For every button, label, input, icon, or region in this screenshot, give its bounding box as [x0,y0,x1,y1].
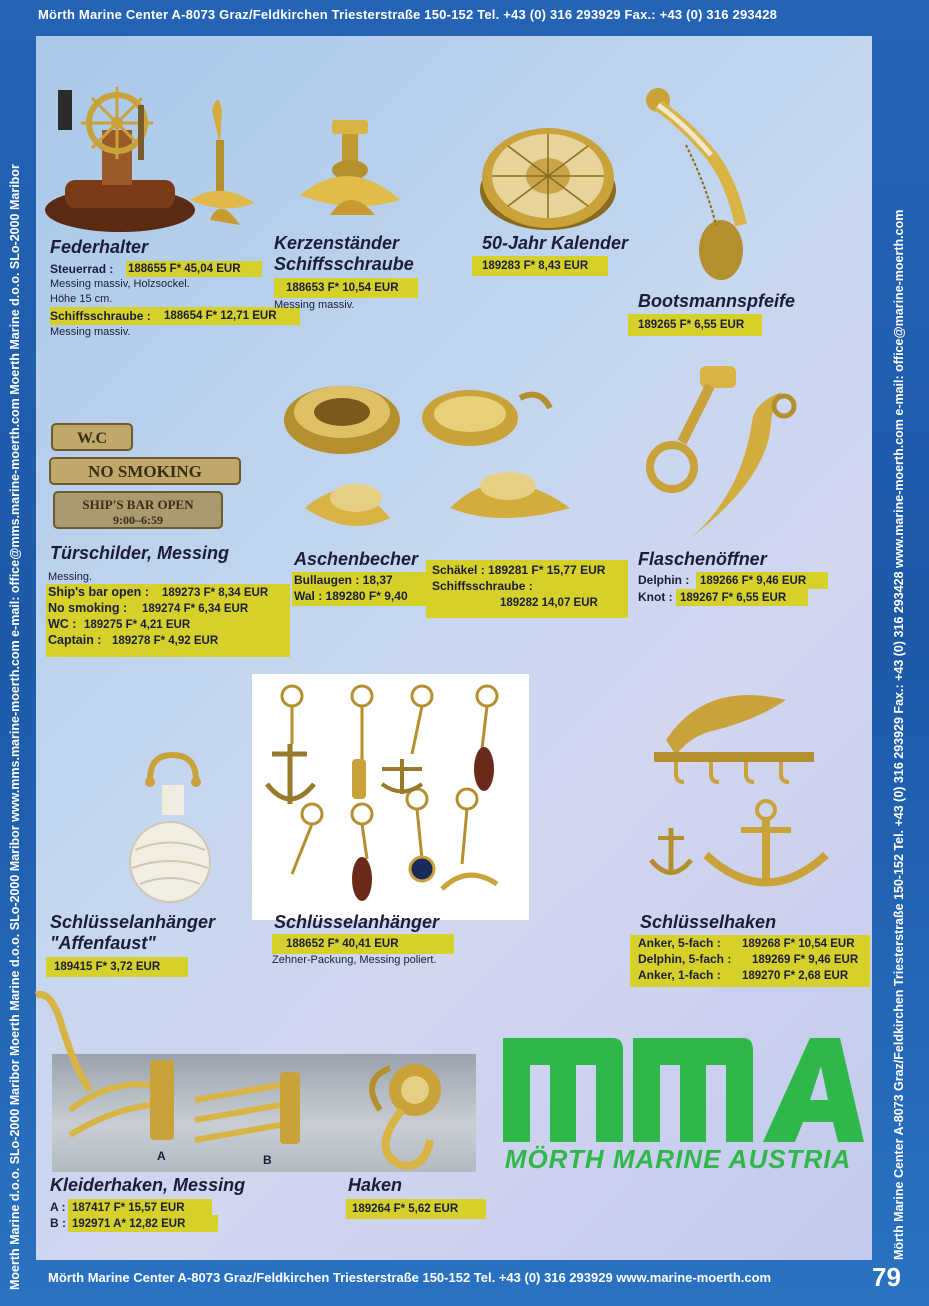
kleiderhaken-title: Kleiderhaken, Messing [50,1175,246,1195]
aschen-row-5: 189282 14,07 EUR [500,597,598,609]
key-hooks-image [636,680,836,900]
aschen-title: Aschenbecher [294,549,419,569]
kerzen-desc: Messing massiv. [274,299,355,311]
side-contact-left [4,30,26,1290]
schilder-row-4-price: 189278 F* 4,92 EUR [112,635,219,647]
sign-bar-text: SHIP'S BAR OPEN [82,497,194,512]
kleiderhaken-row-1-label: A : [50,1200,66,1214]
schilder-row-3-price: 189275 F* 4,21 EUR [84,619,191,631]
schluesselhaken-title: Schlüsselhaken [640,912,777,932]
federhalter-price-1: 188655 F* 45,04 EUR [128,263,241,275]
side-contact-right-text: Mörth Marine Center A-8073 Graz/Feldkirchen Triesterstraße 150-152 Tel. +43 (0) 316 293929 Fax.: +43 (0) 316 293428 www.marine-moerth.com e-mail: office@marine-moerth.com [892,209,906,1260]
sign-nosmoking-text: NO SMOKING [88,462,202,481]
federhalter-desc-3: Messing massiv. [50,326,131,338]
schluesselhaken-row-3-price: 189270 F* 2,68 EUR [742,970,849,982]
monkey-fist-image [110,750,230,910]
schilder-desc: Messing. [48,571,93,583]
anhaenger-price: 188652 F* 40,41 EUR [286,938,399,950]
sign-bar-hours: 9:00–6:59 [113,513,163,527]
flaschen-title: Flaschenöffner [638,549,767,569]
kerzen-title-1: Kerzenständer [274,233,400,253]
aschen-row-1: Bullaugen : 18,37 [294,573,393,587]
schluesselhaken-row-2-label: Delphin, 5-fach : [638,952,732,966]
door-signs-image [46,422,276,534]
schilder-row-2-price: 189274 F* 6,34 EUR [142,603,249,615]
aschen-row-4: Schiffsschraube : [432,579,533,593]
whistle-image [636,85,776,295]
schilder-title: Türschilder, Messing [50,543,230,563]
haken-price: 189264 F* 5,62 EUR [352,1203,459,1215]
kleiderhaken-row-1-price: 187417 F* 15,57 EUR [72,1202,185,1214]
page-number: 79 [872,1262,901,1292]
kleiderhaken-tag-b: B [263,1153,272,1167]
candle-holder-image [290,115,410,225]
anhaenger-desc: Zehner-Packung, Messing poliert. [272,954,437,966]
kleiderhaken-tag-a: A [157,1149,166,1163]
federhalter-title: Federhalter [50,237,149,257]
side-contact-right [892,20,922,1260]
flaschen-row-1-price: 189266 F* 9,46 EUR [700,575,807,587]
schilder-row-4-label: Captain : [48,633,102,647]
bottle-opener-image [632,362,812,542]
ashtray-images [280,368,590,548]
federhalter-desc-1: Messing massiv, Holzsockel. [50,278,190,290]
schilder-row-3-label: WC : [48,617,77,631]
aschen-row-2: Wal : 189280 F* 9,40 [294,589,408,603]
affenfaust-title-2: "Affenfaust" [50,933,156,953]
calendar-image [478,120,618,235]
flaschen-row-2-price: 189267 F* 6,55 EUR [680,592,787,604]
pfeife-price: 189265 F* 6,55 EUR [638,319,745,331]
mma-logo [488,1030,868,1175]
kerzen-title-2: Schiffsschraube [274,254,414,274]
pfeife-title: Bootsmannspfeife [638,291,796,311]
flaschen-row-2-label: Knot : [638,590,673,604]
logo-text: MÖRTH MARINE AUSTRIA [504,1144,852,1174]
schilder-row-2-label: No smoking : [48,601,128,615]
anhaenger-title: Schlüsselanhänger [274,912,440,932]
affenfaust-title-1: Schlüsselanhänger [50,912,216,932]
federhalter-label-2: Schiffsschraube : [50,309,151,323]
kalender-title: 50-Jahr Kalender [482,233,629,253]
side-contact-left-text: Moerth Marine d.o.o. SLo-2000 Maribor Moerth Marine d.o.o. SLo-2000 Maribor www.mms.marine-moerth.com e-mail: office@mms.marine-moerth.com Moerth Marine d.o.o. SLo-2000 Maribor [8,164,22,1290]
schluesselhaken-row-1-label: Anker, 5-fach : [638,936,721,950]
flaschen-row-1-label: Delphin : [638,573,690,587]
schluesselhaken-row-3-label: Anker, 1-fach : [638,968,721,982]
schluesselhaken-row-2-price: 189269 F* 9,46 EUR [752,954,859,966]
kerzen-price: 188653 F* 10,54 EUR [286,282,399,294]
haken-title: Haken [348,1175,403,1195]
aschen-row-3: Schäkel : 189281 F* 15,77 EUR [432,563,606,577]
keyrings-image [252,674,529,920]
sign-wc-text: W.C [76,430,108,447]
pen-holder-image [40,85,270,235]
federhalter-price-2: 188654 F* 12,71 EUR [164,310,277,322]
kleiderhaken-row-2-label: B : [50,1216,66,1230]
kalender-price: 189283 F* 8,43 EUR [482,260,589,272]
affenfaust-price: 189415 F* 3,72 EUR [54,961,161,973]
footer-contact: Mörth Marine Center A-8073 Graz/Feldkirchen Triesterstraße 150-152 Tel. +43 (0) 316 293929 www.marine-moerth.com [48,1270,772,1285]
federhalter-label-1: Steuerrad : [50,262,114,276]
coat-hooks-image [30,990,480,1175]
kleiderhaken-row-2-price: 192971 A* 12,82 EUR [72,1218,186,1230]
federhalter-desc-2: Höhe 15 cm. [50,293,113,305]
schilder-row-1-label: Ship's bar open : [48,585,149,599]
header-contact: Mörth Marine Center A-8073 Graz/Feldkirchen Triesterstraße 150-152 Tel. +43 (0) 316 293929 Fax.: +43 (0) 316 293428 [38,7,778,22]
schilder-row-1-price: 189273 F* 8,34 EUR [162,587,269,599]
schluesselhaken-row-1-price: 189268 F* 10,54 EUR [742,938,855,950]
